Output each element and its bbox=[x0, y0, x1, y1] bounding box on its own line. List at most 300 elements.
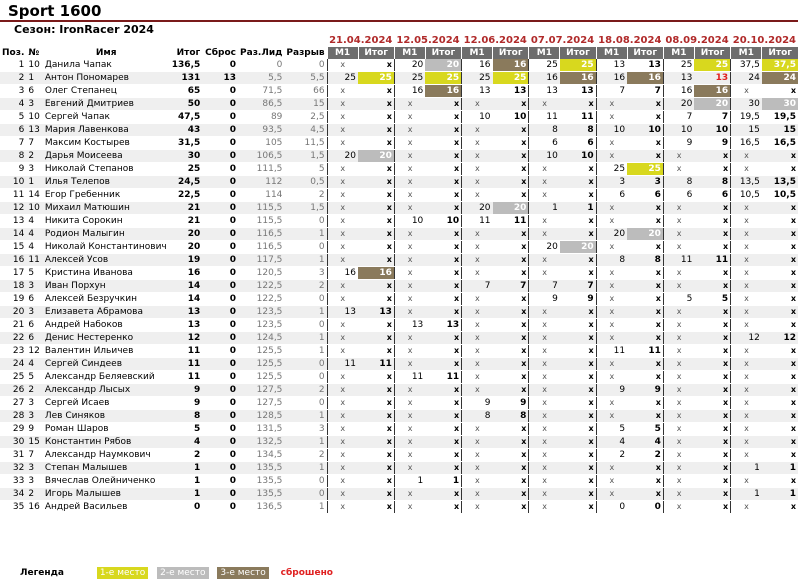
cell-no: 13 bbox=[26, 124, 43, 137]
race-date-2: 12.05.2024 bbox=[396, 35, 460, 46]
cell-pos: 6 bbox=[0, 124, 26, 137]
cell-m1: 25 bbox=[596, 163, 627, 176]
cell-race-total: x bbox=[694, 475, 730, 488]
cell-race-total: x bbox=[493, 150, 529, 163]
cell-name: Николай Константинович bbox=[43, 241, 170, 254]
cell-m1: x bbox=[462, 189, 493, 202]
cell-drop: 0 bbox=[202, 319, 238, 332]
cell-m1: x bbox=[327, 397, 358, 410]
cell-no: 3 bbox=[26, 410, 43, 423]
cell-race-total: x bbox=[762, 449, 798, 462]
cell-race-total: x bbox=[425, 280, 461, 293]
cell-m1: x bbox=[394, 98, 425, 111]
cell-name: Мария Лавенкова bbox=[43, 124, 170, 137]
cell-pos: 27 bbox=[0, 397, 26, 410]
cell-m1: 9 bbox=[596, 384, 627, 397]
cell-no: 4 bbox=[26, 241, 43, 254]
cell-m1: x bbox=[462, 462, 493, 475]
cell-gap: 5,5 bbox=[284, 72, 327, 85]
cell-m1: 16 bbox=[462, 59, 493, 72]
cell-race-total: 11 bbox=[627, 345, 663, 358]
cell-m1: 8 bbox=[596, 254, 627, 267]
cell-m1: x bbox=[731, 475, 762, 488]
cell-gap: 2 bbox=[284, 384, 327, 397]
cell-no: 2 bbox=[26, 150, 43, 163]
cell-m1: x bbox=[663, 267, 694, 280]
cell-m1: x bbox=[596, 371, 627, 384]
page-title: Sport 1600 bbox=[8, 2, 102, 20]
cell-m1: 1 bbox=[529, 202, 560, 215]
cell-total: 1 bbox=[170, 462, 203, 475]
cell-race-total: 16 bbox=[425, 85, 461, 98]
cell-race-total: x bbox=[425, 410, 461, 423]
cell-race-total: x bbox=[762, 163, 798, 176]
cell-m1: x bbox=[731, 163, 762, 176]
cell-race-total: x bbox=[560, 345, 596, 358]
cell-race-total: x bbox=[762, 254, 798, 267]
cell-name: Александр Наумкович bbox=[43, 449, 170, 462]
cell-race-total: x bbox=[425, 462, 461, 475]
cell-pos: 28 bbox=[0, 410, 26, 423]
cell-race-total: x bbox=[762, 501, 798, 514]
cell-m1: x bbox=[327, 423, 358, 436]
cell-m1: x bbox=[529, 488, 560, 501]
cell-gap: 1 bbox=[284, 306, 327, 319]
cell-race-total: 7 bbox=[493, 280, 529, 293]
col-pos: Поз. bbox=[2, 48, 25, 58]
cell-race-total: x bbox=[560, 397, 596, 410]
cell-race-total: x bbox=[425, 488, 461, 501]
cell-m1: x bbox=[394, 267, 425, 280]
cell-no: 10 bbox=[26, 111, 43, 124]
cell-pos: 10 bbox=[0, 176, 26, 189]
cell-race-total: x bbox=[560, 475, 596, 488]
cell-m1: x bbox=[731, 228, 762, 241]
cell-race-total: 3 bbox=[627, 176, 663, 189]
cell-race-total: 9 bbox=[493, 397, 529, 410]
cell-m1: x bbox=[596, 332, 627, 345]
cell-race-total: x bbox=[425, 306, 461, 319]
cell-race-total: x bbox=[493, 98, 529, 111]
cell-race-total: x bbox=[762, 436, 798, 449]
cell-race-total: x bbox=[694, 332, 730, 345]
cell-race-total: 25 bbox=[560, 59, 596, 72]
cell-m1: 3 bbox=[596, 176, 627, 189]
cell-m1: 8 bbox=[529, 124, 560, 137]
cell-m1: x bbox=[327, 436, 358, 449]
cell-no: 2 bbox=[26, 384, 43, 397]
cell-m1: x bbox=[394, 111, 425, 124]
cell-m1: x bbox=[731, 449, 762, 462]
cell-race-total: x bbox=[560, 267, 596, 280]
cell-m1: 7 bbox=[663, 111, 694, 124]
cell-race-total: x bbox=[425, 228, 461, 241]
cell-m1: x bbox=[394, 397, 425, 410]
cell-race-total: x bbox=[694, 267, 730, 280]
cell-race-total: x bbox=[425, 241, 461, 254]
cell-m1: x bbox=[663, 306, 694, 319]
cell-m1: x bbox=[731, 397, 762, 410]
cell-race-total: x bbox=[358, 488, 394, 501]
cell-m1: x bbox=[596, 475, 627, 488]
cell-name: Вячеслав Олейниченко bbox=[43, 475, 170, 488]
cell-m1: x bbox=[731, 410, 762, 423]
cell-m1: x bbox=[663, 345, 694, 358]
cell-race-total: x bbox=[358, 345, 394, 358]
cell-race-total: x bbox=[762, 397, 798, 410]
cell-m1: x bbox=[462, 358, 493, 371]
cell-gap: 3 bbox=[284, 267, 327, 280]
cell-m1: x bbox=[596, 280, 627, 293]
cell-m1: x bbox=[596, 319, 627, 332]
cell-m1: x bbox=[529, 189, 560, 202]
cell-m1: 7 bbox=[529, 280, 560, 293]
cell-gap: 1 bbox=[284, 501, 327, 514]
cell-m1: 11 bbox=[394, 371, 425, 384]
col-race-total-4: Итог bbox=[560, 47, 596, 59]
cell-race-total: x bbox=[425, 176, 461, 189]
cell-drop: 0 bbox=[202, 423, 238, 436]
cell-race-total: 11 bbox=[493, 215, 529, 228]
cell-race-total: x bbox=[358, 59, 394, 72]
cell-race-total: x bbox=[627, 241, 663, 254]
cell-race-total: x bbox=[425, 345, 461, 358]
cell-race-total: 7 bbox=[560, 280, 596, 293]
cell-name: Евгений Дмитриев bbox=[43, 98, 170, 111]
cell-m1: x bbox=[394, 150, 425, 163]
cell-race-total: x bbox=[762, 150, 798, 163]
cell-m1: x bbox=[327, 449, 358, 462]
race-date-5: 18.08.2024 bbox=[598, 35, 662, 46]
cell-no: 16 bbox=[26, 501, 43, 514]
legend-dropped: сброшено bbox=[280, 568, 333, 578]
cell-no: 15 bbox=[26, 436, 43, 449]
table-row bbox=[0, 267, 798, 280]
cell-m1: 7 bbox=[462, 280, 493, 293]
cell-m1: x bbox=[327, 189, 358, 202]
cell-m1: 11 bbox=[462, 215, 493, 228]
cell-m1: x bbox=[462, 137, 493, 150]
table-row bbox=[0, 358, 798, 371]
cell-m1: 11 bbox=[663, 254, 694, 267]
cell-race-total: x bbox=[762, 202, 798, 215]
title-divider bbox=[0, 20, 798, 22]
cell-m1: x bbox=[394, 384, 425, 397]
cell-m1: 16 bbox=[529, 72, 560, 85]
cell-race-total: 8 bbox=[493, 410, 529, 423]
cell-gap: 3 bbox=[284, 423, 327, 436]
cell-race-total: x bbox=[560, 254, 596, 267]
cell-race-total: 11 bbox=[358, 358, 394, 371]
cell-m1: x bbox=[663, 449, 694, 462]
cell-m1: 1 bbox=[394, 475, 425, 488]
cell-m1: x bbox=[731, 202, 762, 215]
cell-gap-leader: 125,5 bbox=[238, 345, 284, 358]
cell-race-total: x bbox=[425, 332, 461, 345]
cell-no: 3 bbox=[26, 163, 43, 176]
race-date-6: 08.09.2024 bbox=[665, 35, 729, 46]
cell-m1: x bbox=[327, 280, 358, 293]
table-row bbox=[0, 397, 798, 410]
cell-race-total: 16,5 bbox=[762, 137, 798, 150]
dates-spacer bbox=[0, 34, 327, 47]
cell-gap-leader: 127,5 bbox=[238, 397, 284, 410]
cell-race-total: x bbox=[627, 332, 663, 345]
cell-race-total: x bbox=[762, 293, 798, 306]
cell-m1: x bbox=[327, 319, 358, 332]
cell-m1: x bbox=[663, 150, 694, 163]
cell-drop: 0 bbox=[202, 358, 238, 371]
cell-race-total: x bbox=[560, 462, 596, 475]
cell-name: Иван Порхун bbox=[43, 280, 170, 293]
cell-race-total: 30 bbox=[762, 98, 798, 111]
cell-race-total: x bbox=[425, 293, 461, 306]
cell-m1: x bbox=[731, 423, 762, 436]
cell-race-total: x bbox=[493, 189, 529, 202]
cell-total: 16 bbox=[170, 267, 203, 280]
cell-race-total: 6 bbox=[627, 189, 663, 202]
cell-m1: x bbox=[394, 488, 425, 501]
cell-race-total: 10 bbox=[627, 124, 663, 137]
cell-race-total: 9 bbox=[560, 293, 596, 306]
season-label: Сезон: IronRacer 2024 bbox=[14, 23, 154, 36]
cell-gap: 11,5 bbox=[284, 137, 327, 150]
cell-m1: 4 bbox=[596, 436, 627, 449]
cell-m1: 20 bbox=[663, 98, 694, 111]
cell-gap: 4,5 bbox=[284, 124, 327, 137]
cell-race-total: x bbox=[358, 124, 394, 137]
cell-gap: 1,5 bbox=[284, 202, 327, 215]
cell-gap-leader: 116,5 bbox=[238, 228, 284, 241]
cell-m1: x bbox=[529, 475, 560, 488]
cell-race-total: x bbox=[694, 215, 730, 228]
cell-no: 1 bbox=[26, 72, 43, 85]
cell-race-total: x bbox=[560, 423, 596, 436]
cell-m1: x bbox=[462, 488, 493, 501]
cell-pos: 11 bbox=[0, 189, 26, 202]
cell-race-total: x bbox=[627, 358, 663, 371]
cell-race-total: x bbox=[425, 150, 461, 163]
cell-m1: x bbox=[394, 410, 425, 423]
col-gap: Разрыв bbox=[286, 48, 325, 58]
cell-race-total: 12 bbox=[762, 332, 798, 345]
cell-pos: 8 bbox=[0, 150, 26, 163]
cell-drop: 0 bbox=[202, 462, 238, 475]
cell-race-total: 13 bbox=[627, 59, 663, 72]
cell-race-total: 37,5 bbox=[762, 59, 798, 72]
cell-m1: 8 bbox=[462, 410, 493, 423]
table-row bbox=[0, 332, 798, 345]
cell-m1: x bbox=[596, 488, 627, 501]
cell-race-total: x bbox=[694, 241, 730, 254]
cell-drop: 0 bbox=[202, 189, 238, 202]
cell-total: 131 bbox=[170, 72, 203, 85]
cell-m1: 5 bbox=[663, 293, 694, 306]
cell-m1: x bbox=[394, 241, 425, 254]
race-date-7: 20.10.2024 bbox=[732, 35, 796, 46]
cell-total: 1 bbox=[170, 475, 203, 488]
cell-gap-leader: 128,5 bbox=[238, 410, 284, 423]
cell-m1: x bbox=[462, 449, 493, 462]
cell-race-total: x bbox=[627, 306, 663, 319]
cell-m1: 8 bbox=[663, 176, 694, 189]
cell-no: 3 bbox=[26, 462, 43, 475]
table-row bbox=[0, 59, 798, 72]
cell-pos: 9 bbox=[0, 163, 26, 176]
cell-race-total: x bbox=[627, 488, 663, 501]
cell-pos: 2 bbox=[0, 72, 26, 85]
col-m1-3: М1 bbox=[462, 47, 493, 59]
col-m1-6: М1 bbox=[663, 47, 694, 59]
cell-no: 3 bbox=[26, 306, 43, 319]
table-row bbox=[0, 280, 798, 293]
cell-race-total: x bbox=[493, 449, 529, 462]
cell-race-total: x bbox=[358, 319, 394, 332]
cell-pos: 22 bbox=[0, 332, 26, 345]
cell-m1: 9 bbox=[663, 137, 694, 150]
cell-gap-leader: 93,5 bbox=[238, 124, 284, 137]
cell-total: 22,5 bbox=[170, 189, 203, 202]
cell-drop: 0 bbox=[202, 332, 238, 345]
cell-race-total: 1 bbox=[762, 462, 798, 475]
cell-race-total: x bbox=[560, 332, 596, 345]
cell-pos: 35 bbox=[0, 501, 26, 514]
cell-race-total: x bbox=[358, 371, 394, 384]
cell-race-total: 10 bbox=[560, 150, 596, 163]
cell-race-total: x bbox=[493, 501, 529, 514]
cell-drop: 0 bbox=[202, 436, 238, 449]
cell-gap-leader: 115,5 bbox=[238, 202, 284, 215]
cell-race-total: 1 bbox=[762, 488, 798, 501]
cell-m1: x bbox=[394, 345, 425, 358]
cell-m1: x bbox=[394, 202, 425, 215]
cell-name: Михаил Матюшин bbox=[43, 202, 170, 215]
cell-gap: 0,5 bbox=[284, 176, 327, 189]
cell-m1: x bbox=[327, 59, 358, 72]
cell-race-total: x bbox=[627, 397, 663, 410]
cell-race-total: x bbox=[358, 397, 394, 410]
cell-race-total: x bbox=[425, 397, 461, 410]
cell-m1: 25 bbox=[529, 59, 560, 72]
cell-name: Александр Беляевский bbox=[43, 371, 170, 384]
cell-total: 4 bbox=[170, 436, 203, 449]
cell-no: 3 bbox=[26, 475, 43, 488]
cell-m1: x bbox=[663, 358, 694, 371]
cell-race-total: x bbox=[425, 137, 461, 150]
cell-m1: x bbox=[731, 306, 762, 319]
cell-race-total: 16 bbox=[560, 72, 596, 85]
cell-race-total: x bbox=[425, 384, 461, 397]
cell-name: Валентин Ильичев bbox=[43, 345, 170, 358]
cell-m1: 25 bbox=[462, 72, 493, 85]
cell-race-total: x bbox=[493, 384, 529, 397]
cell-race-total: x bbox=[694, 488, 730, 501]
cell-total: 9 bbox=[170, 384, 203, 397]
cell-m1: x bbox=[327, 488, 358, 501]
col-race-total-5: Итог bbox=[627, 47, 663, 59]
cell-drop: 0 bbox=[202, 501, 238, 514]
col-m1-4: М1 bbox=[529, 47, 560, 59]
cell-m1: x bbox=[394, 358, 425, 371]
cell-m1: x bbox=[529, 332, 560, 345]
cell-race-total: 8 bbox=[627, 254, 663, 267]
cell-m1: x bbox=[663, 202, 694, 215]
cell-m1: 13 bbox=[529, 85, 560, 98]
cell-m1: x bbox=[596, 397, 627, 410]
cell-race-total: 20 bbox=[627, 228, 663, 241]
cell-m1: x bbox=[394, 163, 425, 176]
cell-race-total: x bbox=[358, 137, 394, 150]
cell-race-total: x bbox=[762, 267, 798, 280]
cell-pos: 12 bbox=[0, 202, 26, 215]
cell-name: Сергей Синдеев bbox=[43, 358, 170, 371]
cell-no: 5 bbox=[26, 371, 43, 384]
cell-total: 14 bbox=[170, 293, 203, 306]
table-row bbox=[0, 449, 798, 462]
cell-race-total: x bbox=[493, 254, 529, 267]
cell-m1: x bbox=[731, 150, 762, 163]
cell-pos: 13 bbox=[0, 215, 26, 228]
cell-race-total: 10,5 bbox=[762, 189, 798, 202]
cell-m1: 37,5 bbox=[731, 59, 762, 72]
cell-drop: 0 bbox=[202, 371, 238, 384]
cell-race-total: x bbox=[560, 358, 596, 371]
cell-race-total: x bbox=[493, 267, 529, 280]
cell-m1: 20 bbox=[394, 59, 425, 72]
cell-race-total: x bbox=[493, 293, 529, 306]
cell-m1: x bbox=[529, 306, 560, 319]
cell-pos: 29 bbox=[0, 423, 26, 436]
cell-gap-leader: 106,5 bbox=[238, 150, 284, 163]
cell-gap-leader: 123,5 bbox=[238, 306, 284, 319]
cell-m1: 1 bbox=[731, 488, 762, 501]
col-m1-1: М1 bbox=[327, 47, 358, 59]
cell-m1: x bbox=[731, 254, 762, 267]
cell-pos: 19 bbox=[0, 293, 26, 306]
cell-race-total: x bbox=[358, 293, 394, 306]
cell-m1: x bbox=[663, 280, 694, 293]
table-row bbox=[0, 410, 798, 423]
cell-race-total: x bbox=[425, 449, 461, 462]
cell-race-total: x bbox=[694, 371, 730, 384]
cell-m1: x bbox=[529, 163, 560, 176]
cell-race-total: x bbox=[358, 423, 394, 436]
cell-m1: 20 bbox=[596, 228, 627, 241]
cell-total: 31,5 bbox=[170, 137, 203, 150]
cell-race-total: x bbox=[358, 410, 394, 423]
cell-pos: 18 bbox=[0, 280, 26, 293]
cell-m1: x bbox=[327, 345, 358, 358]
cell-m1: x bbox=[394, 228, 425, 241]
cell-m1: 30 bbox=[731, 98, 762, 111]
cell-m1: x bbox=[394, 423, 425, 436]
cell-race-total: 11 bbox=[560, 111, 596, 124]
cell-no: 4 bbox=[26, 358, 43, 371]
cell-race-total: x bbox=[762, 371, 798, 384]
cell-m1: 19,5 bbox=[731, 111, 762, 124]
cell-m1: 16,5 bbox=[731, 137, 762, 150]
cell-race-total: 13 bbox=[358, 306, 394, 319]
table-row bbox=[0, 189, 798, 202]
cell-gap: 0 bbox=[284, 319, 327, 332]
cell-no: 11 bbox=[26, 254, 43, 267]
cell-gap: 0 bbox=[284, 475, 327, 488]
cell-gap-leader: 122,5 bbox=[238, 293, 284, 306]
cell-gap: 2 bbox=[284, 189, 327, 202]
cell-gap-leader: 125,5 bbox=[238, 358, 284, 371]
cell-race-total: x bbox=[694, 228, 730, 241]
col-total: Итог bbox=[176, 48, 201, 58]
